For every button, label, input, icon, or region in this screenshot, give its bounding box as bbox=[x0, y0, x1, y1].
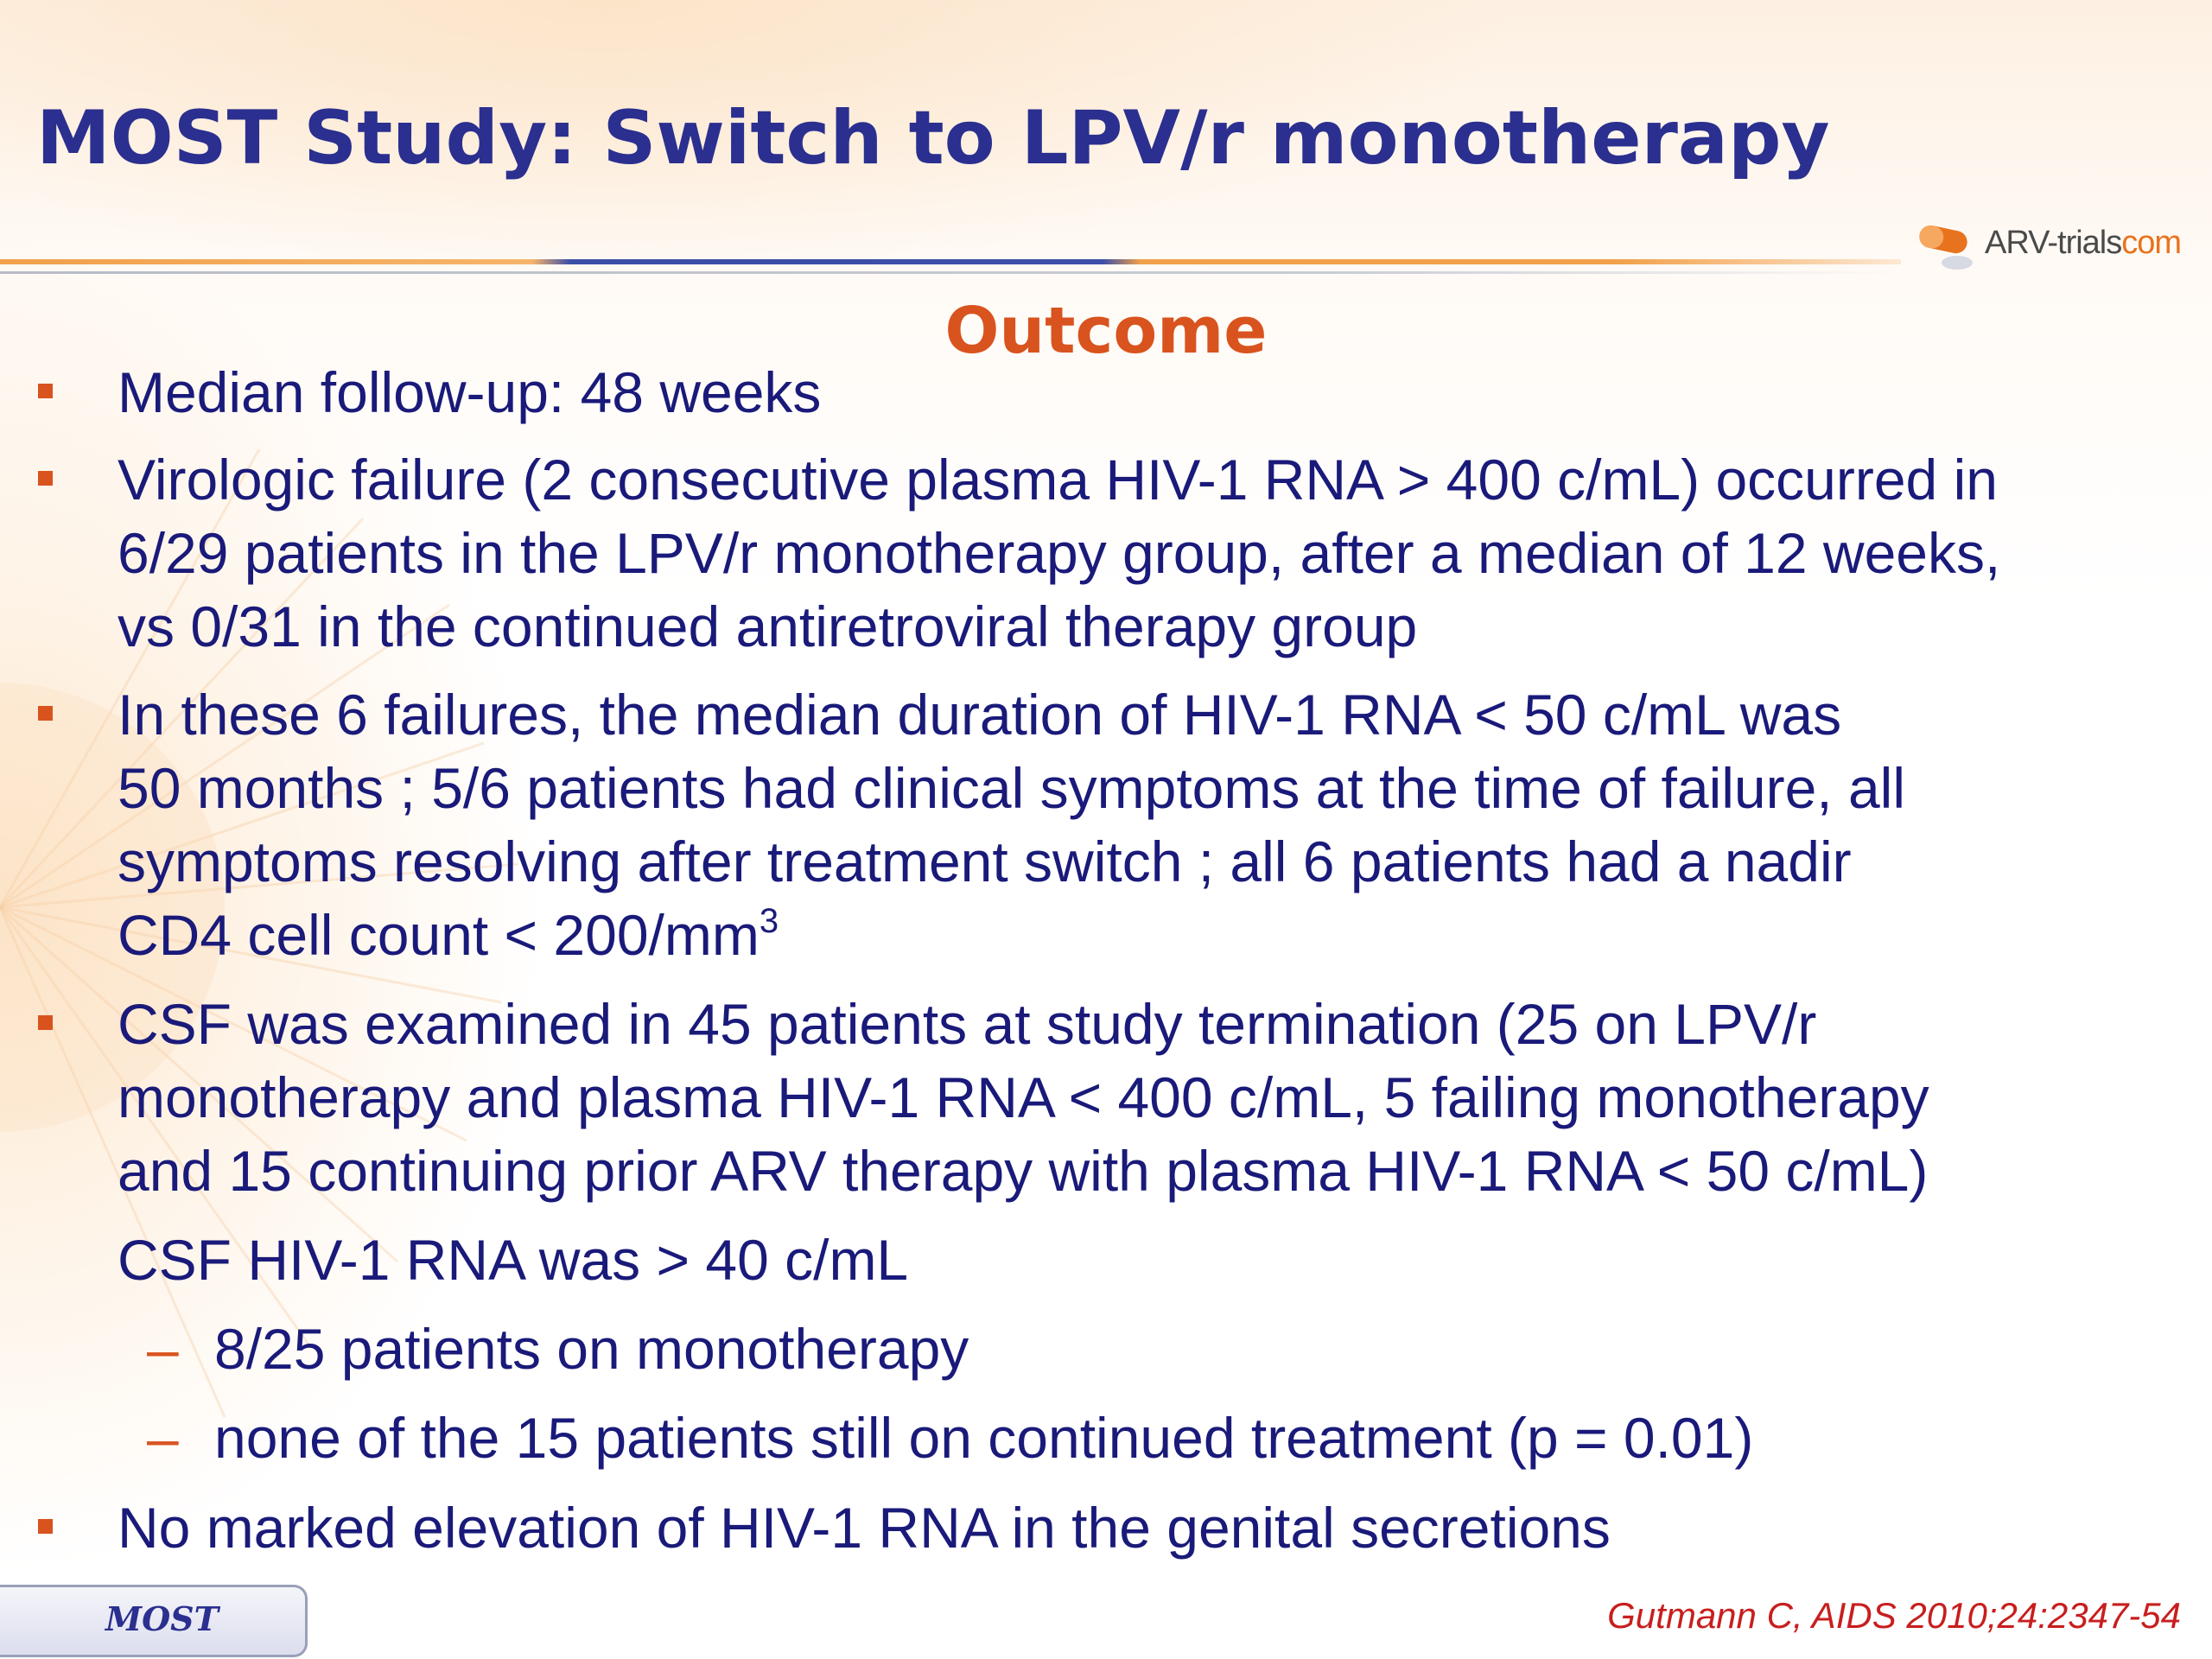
dash-marker: – bbox=[147, 1317, 179, 1381]
bullet-item bbox=[118, 1491, 2174, 1565]
bullet-marker bbox=[38, 706, 53, 721]
superscript: 3 bbox=[759, 902, 779, 940]
citation: Gutmann C, AIDS 2010;24:2347-54 bbox=[1607, 1595, 2181, 1636]
bullet-marker bbox=[38, 1519, 53, 1534]
bullet-line: symptoms resolving after treatment switch ; all 6 patients had a nadir bbox=[118, 830, 1852, 893]
sub-item-text: 8/25 patients on monotherapy bbox=[214, 1317, 969, 1381]
study-tag bbox=[0, 1585, 308, 1657]
bullet-line: and 15 continuing prior ARV therapy with plasma HIV-1 RNA < 50 c/mL) bbox=[118, 1139, 1929, 1203]
dash-marker: – bbox=[147, 1406, 179, 1470]
bullet-item bbox=[118, 443, 2174, 664]
continuation-text: CSF HIV-1 RNA was > 40 c/mL bbox=[118, 1228, 909, 1292]
bullet-marker bbox=[38, 384, 53, 398]
bullet-item bbox=[118, 356, 2174, 429]
bullet-line: In these 6 failures, the median duration of HIV-1 RNA < 50 c/mL was bbox=[118, 683, 1842, 747]
bullet-line: vs 0/31 in the continued antiretroviral therapy group bbox=[118, 594, 1418, 658]
bullet-line: Median follow-up: 48 weeks bbox=[118, 360, 822, 424]
section-heading: Outcome bbox=[944, 294, 1268, 368]
sub-item bbox=[147, 1313, 2184, 1386]
bullet-marker bbox=[38, 471, 53, 486]
bullet-item bbox=[118, 988, 2174, 1208]
sub-item bbox=[147, 1402, 2184, 1475]
bullet-line: CD4 cell count < $200/mm^3$ bbox=[118, 902, 779, 967]
slide-title: MOST Study: Switch to LPV/r monotherapy bbox=[36, 95, 1830, 181]
logo-text: ARV-trialscom bbox=[1985, 225, 2182, 261]
bullet-item bbox=[118, 678, 2174, 972]
sub-item-text: none of the 15 patients still on continued treatment (p = 0.01) bbox=[214, 1406, 1754, 1470]
bullet-line: No marked elevation of HIV-1 RNA in the genital secretions bbox=[118, 1496, 1611, 1560]
bullet-line: 50 months ; 5/6 patients had clinical symptoms at the time of failure, all bbox=[118, 756, 1906, 820]
bullet-line: 6/29 patients in the LPV/r monotherapy group, after a median of 12 weeks, bbox=[118, 521, 2001, 585]
bullet-line: CSF was examined in 45 patients at study termination (25 on LPV/r bbox=[118, 992, 1817, 1056]
bullet-line: Virologic failure (2 consecutive plasma HIV-1 RNA > 400 c/mL) occurred in bbox=[118, 448, 1998, 512]
study-tag-label: MOST bbox=[105, 1599, 219, 1638]
bullet-line: monotherapy and plasma HIV-1 RNA < 400 c/mL, 5 failing monotherapy bbox=[118, 1065, 1929, 1129]
bullet-marker bbox=[38, 1015, 53, 1030]
